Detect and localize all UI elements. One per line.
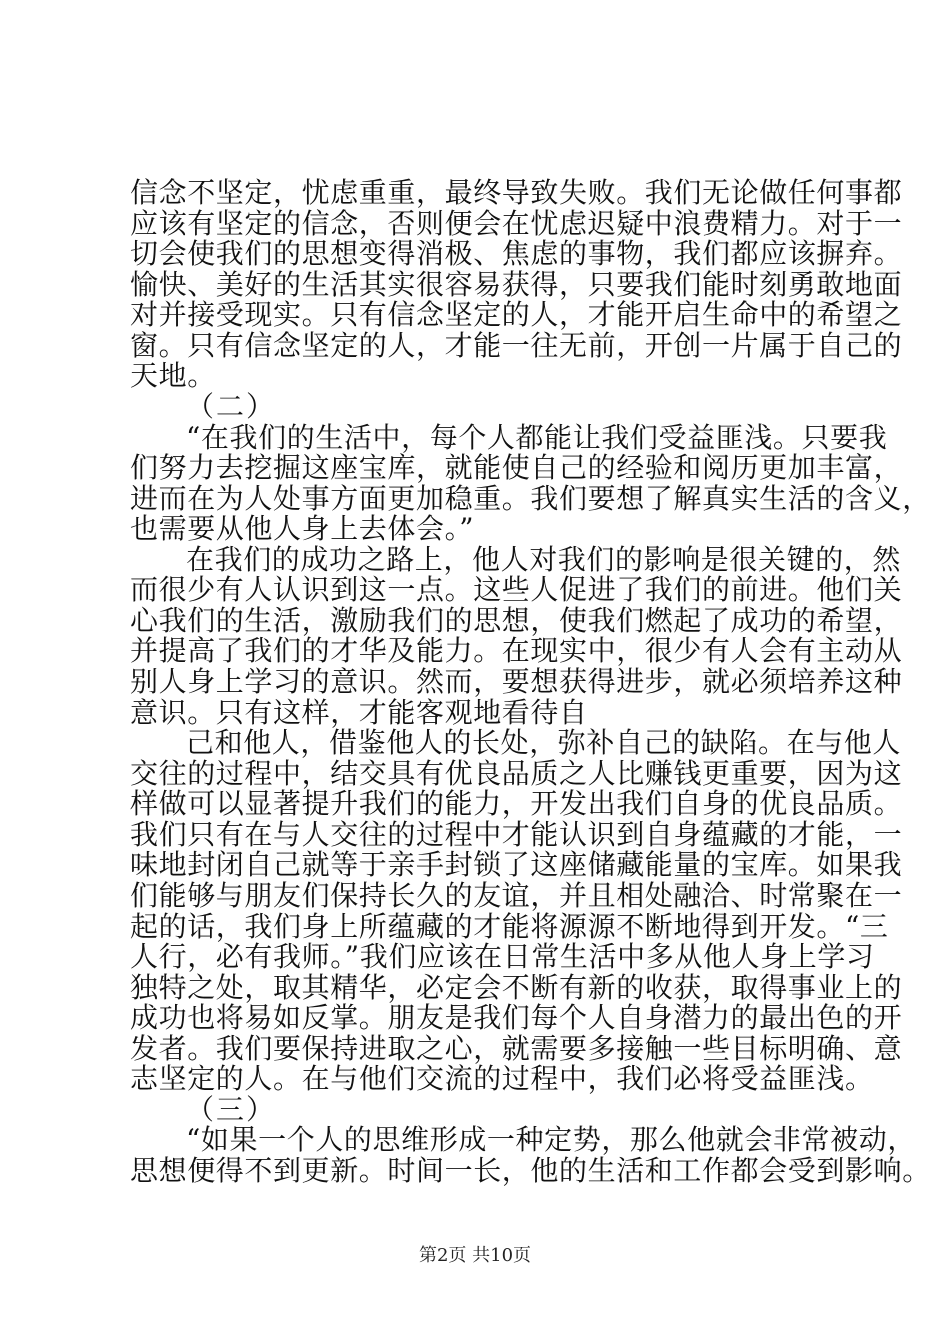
text-line: 独特之处，取其精华，必定会不断有新的收获，取得事业上的 [130, 970, 903, 1004]
text-line: 味地封闭自己就等于亲手封锁了这座储藏能量的宝库。如果我 [130, 848, 903, 882]
text-line: 人行，必有我师。”我们应该在日常生活中多从他人身上学习 [130, 940, 875, 974]
section-heading: （三） [186, 1092, 277, 1126]
text-line: 在我们的成功之路上，他人对我们的影响是很关键的，然 [186, 542, 902, 576]
text-line: 也需要从他人身上去体会。” [130, 512, 475, 546]
page-number-footer: 第2页 共10页 [418, 1245, 532, 1266]
text-line: 并提高了我们的才华及能力。在现实中，很少有人会有主动从 [130, 634, 903, 668]
text-line: 窗。只有信念坚定的人，才能一往无前，开创一片属于自己的 [130, 328, 903, 362]
text-line: 信念不坚定，忧虑重重，最终导致失败。我们无论做任何事都 [130, 176, 903, 209]
text-line: 己和他人，借鉴他人的长处，弥补自己的缺陷。在与他人 [186, 726, 902, 760]
text-line: 进而在为人处事方面更加稳重。我们要想了解真实生活的含义， [130, 481, 931, 515]
text-line: 成功也将易如反掌。朋友是我们每个人自身潜力的最出色的开 [130, 1001, 903, 1035]
text-line: 别人身上学习的意识。然而，要想获得进步，就必须培养这种 [130, 665, 903, 698]
text-line: 切会使我们的思想变得消极、焦虑的事物，我们都应该摒弃。 [130, 237, 903, 271]
text-line: 天地。 [130, 359, 216, 393]
text-line: 们努力去挖掘这座宝库，就能使自己的经验和阅历更加丰富， [130, 451, 903, 485]
text-line: 起的话，我们身上所蕴藏的才能将源源不断地得到开发。“三 [130, 909, 889, 943]
text-line: 志坚定的人。在与他们交流的过程中，我们必将受益匪浅。 [130, 1062, 874, 1096]
text-line: 意识。只有这样，才能客观地看待自 [130, 695, 588, 729]
text-line: 我们只有在与人交往的过程中才能认识到自身蕴藏的才能，一 [130, 817, 903, 851]
text-line: “如果一个人的思维形成一种定势，那么他就会非常被动， [186, 1123, 916, 1157]
text-line: 发者。我们要保持进取之心，就需要多接触一些目标明确、意 [130, 1031, 903, 1065]
text-line: 应该有坚定的信念，否则便会在忧虑迟疑中浪费精力。对于一 [130, 206, 903, 240]
section-heading: （二） [186, 389, 277, 423]
text-line: 样做可以显著提升我们的能力，开发出我们自身的优良品质。 [130, 787, 903, 821]
text-line: 心我们的生活，激励我们的思想，使我们燃起了成功的希望， [130, 603, 903, 637]
text-line: 们能够与朋友们保持长久的友谊，并且相处融洽、时常聚在一 [130, 878, 903, 912]
text-line: 对并接受现实。只有信念坚定的人，才能开启生命中的希望之 [130, 298, 903, 332]
text-line: 愉快、美好的生活其实很容易获得，只要我们能时刻勇敢地面 [130, 267, 903, 301]
text-line: 交往的过程中，结交具有优良品质之人比赚钱更重要，因为这 [130, 756, 903, 790]
text-line: “在我们的生活中，每个人都能让我们受益匪浅。只要我 [186, 420, 888, 454]
text-line: 思想便得不到更新。时间一长，他的生活和工作都会受到影响。 [130, 1154, 931, 1187]
text-line: 而很少有人认识到这一点。这些人促进了我们的前进。他们关 [130, 573, 903, 607]
